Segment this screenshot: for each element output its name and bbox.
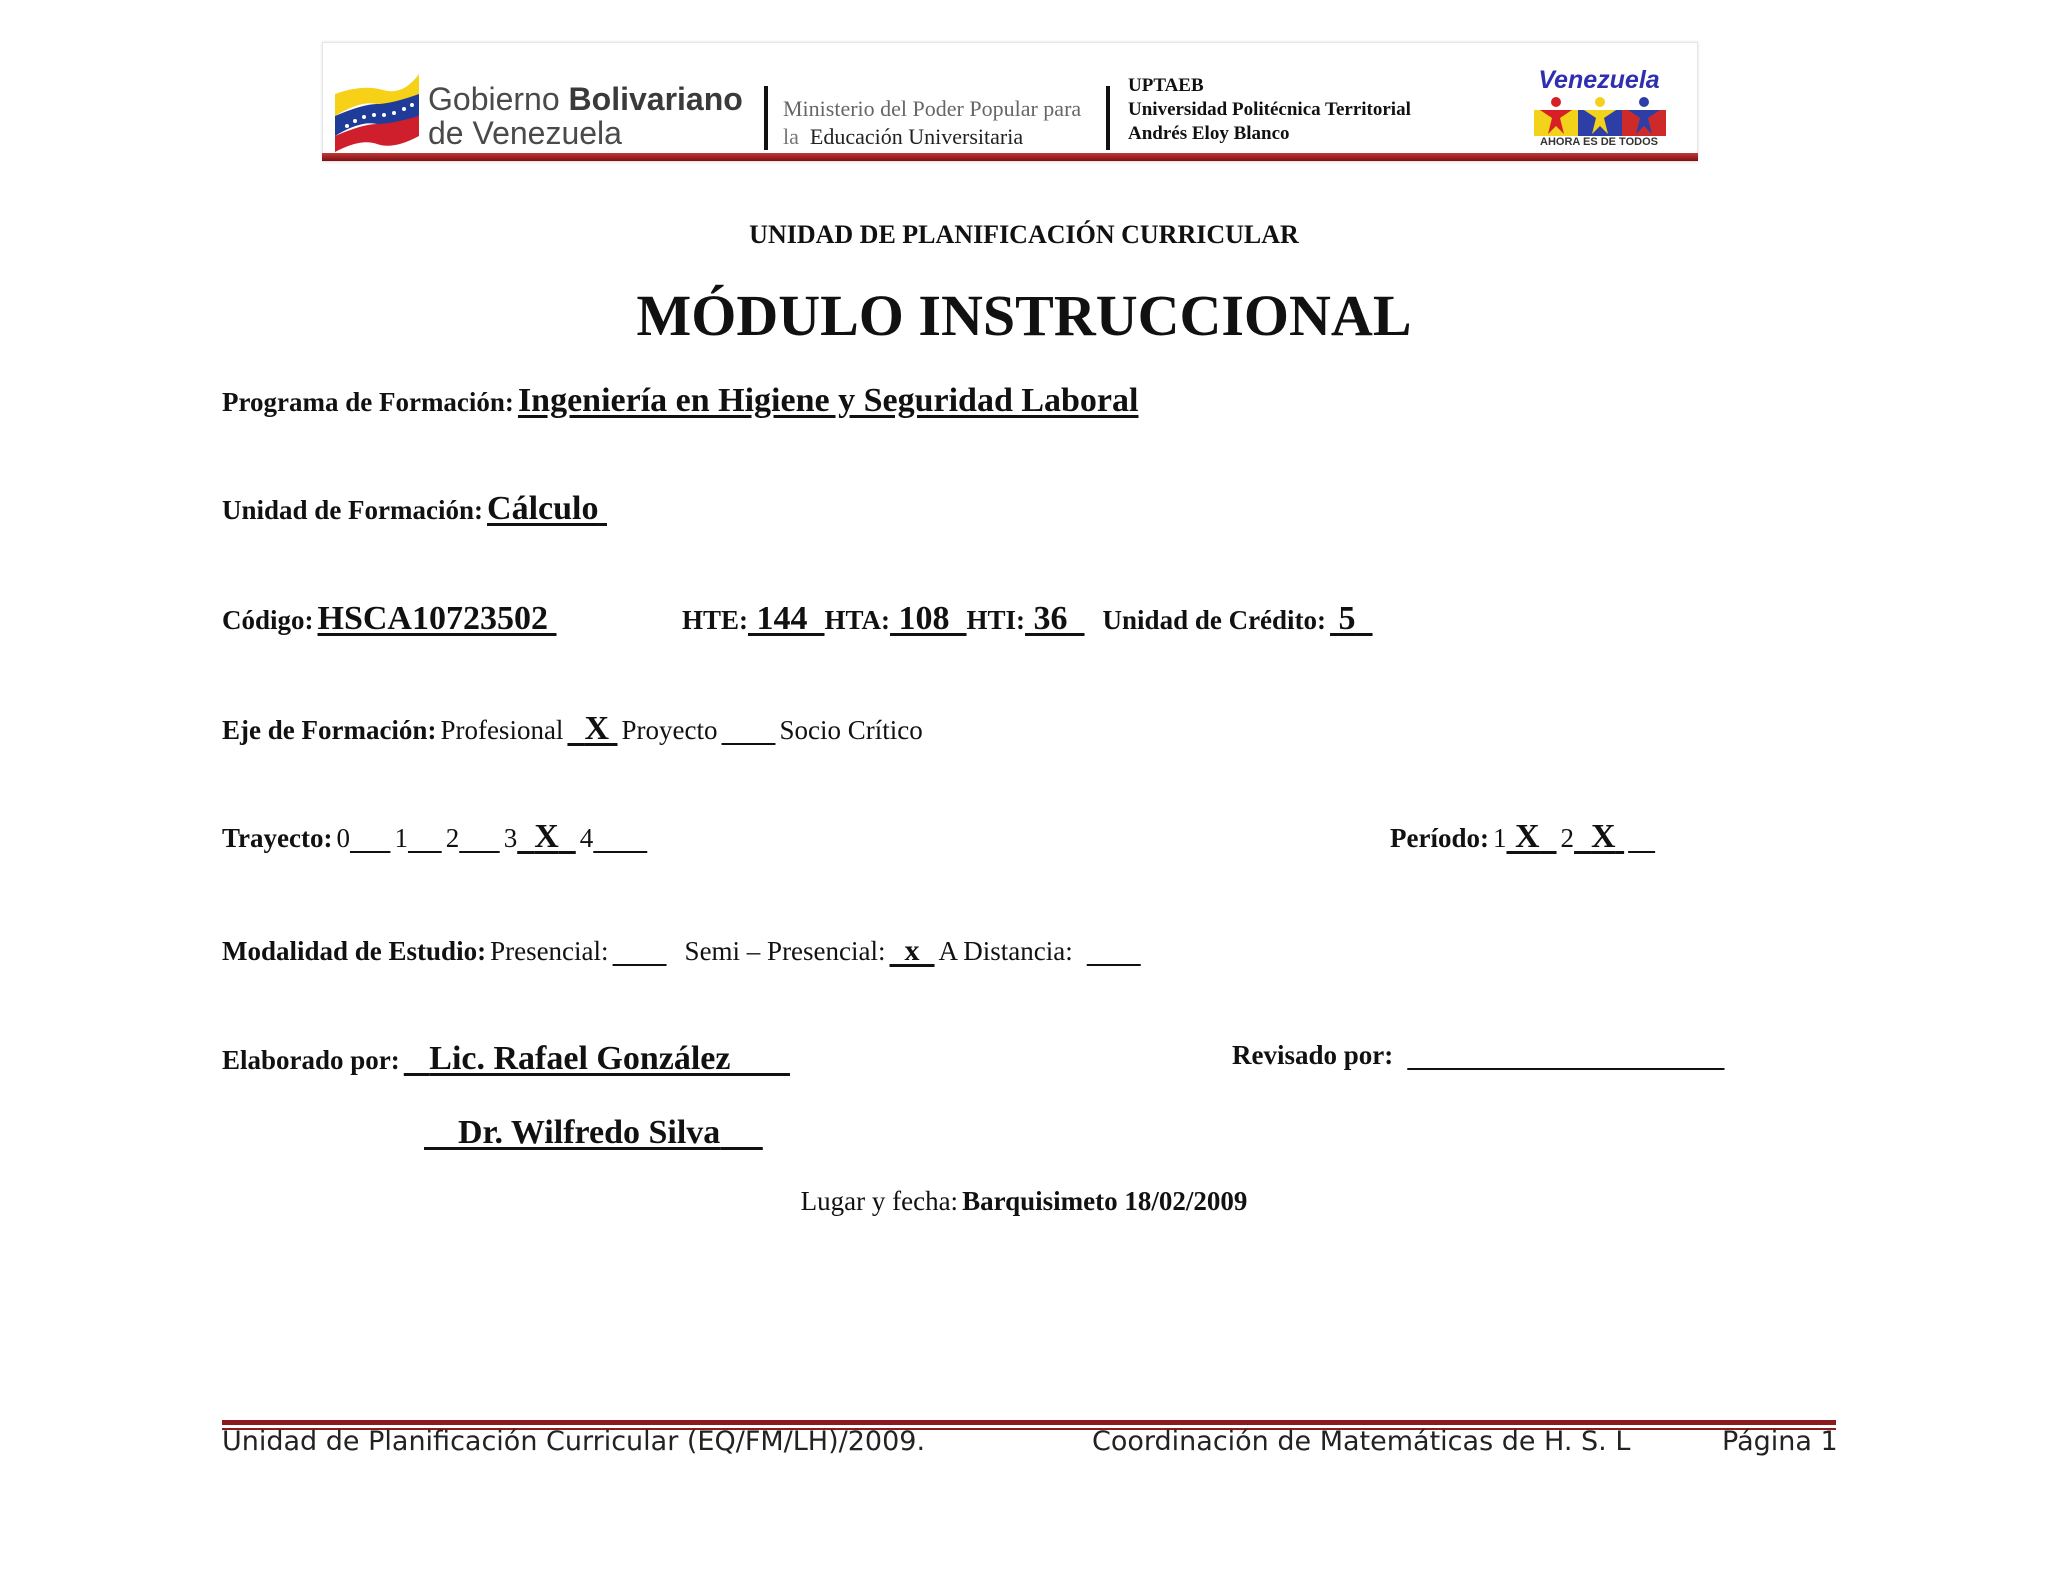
programa-row — [222, 382, 1138, 420]
lugar-fecha-row — [0, 1186, 2048, 1217]
hte-value: 144 — [756, 600, 808, 637]
unidad-row — [222, 490, 607, 528]
trayecto-opt-2: 2 — [445, 823, 460, 853]
credito-label: Unidad de Crédito: — [1102, 605, 1327, 635]
elaborado-row-2 — [424, 1114, 763, 1152]
eje-row — [222, 710, 923, 748]
modalidad-distancia: A Distancia: — [938, 936, 1073, 966]
footer-rule-thick — [222, 1420, 1836, 1425]
codigo-row — [222, 600, 556, 638]
document-title: MÓDULO INSTRUCCIONAL — [636, 283, 1412, 348]
modalidad-presencial: Presencial: — [490, 936, 609, 966]
codigo-label: Código: — [222, 605, 314, 635]
hta-label: HTA: — [824, 605, 891, 635]
univ-acronym: UPTAEB — [1128, 75, 1204, 96]
univ-name-line-1: Universidad Politécnica Territorial — [1128, 99, 1411, 120]
header-divider-2 — [1106, 86, 1110, 150]
venezuela-logo-word: Venezuela — [1538, 66, 1660, 94]
hte-label: HTE: — [682, 605, 749, 635]
eje-socio: Socio Crítico — [779, 715, 923, 745]
periodo-label: Período: — [1390, 823, 1489, 853]
periodo-opt-2: 2 — [1560, 823, 1575, 853]
codigo-value: HSCA10723502 — [317, 600, 548, 637]
header-divider-1 — [764, 86, 768, 150]
hta-value: 108 — [898, 600, 950, 637]
venezuela-flag-icon — [333, 64, 421, 152]
footer-left: Unidad de Planificación Curricular (EQ/FM/LH)/2009. — [222, 1426, 926, 1457]
gov-line-1: Gobierno Bolivariano — [428, 81, 743, 117]
periodo-opt-1: 1 — [1492, 823, 1507, 853]
trayecto-label: Trayecto: — [222, 823, 333, 853]
people-figures-icon — [1534, 96, 1666, 136]
eje-mark: X — [584, 710, 609, 747]
unidad-label: Unidad de Formación: — [222, 495, 484, 525]
gov-line-2: de Venezuela — [428, 115, 622, 151]
programa-label: Programa de Formación: — [222, 387, 514, 417]
elaborado-name-2: Dr. Wilfredo Silva — [458, 1114, 721, 1151]
ministry-line-2: la Educación Universitaria — [783, 124, 1024, 149]
eje-label: Eje de Formación: — [222, 715, 437, 745]
revisado-row — [1232, 1040, 1725, 1071]
elaborado-label: Elaborado por: — [222, 1045, 400, 1075]
periodo-row — [1390, 818, 1655, 856]
programa-value: Ingeniería en Higiene y Seguridad Laboral — [517, 382, 1139, 419]
periodo-mark-2: X — [1591, 818, 1616, 855]
venezuela-logo-tagline: AHORA ES DE TODOS — [1540, 136, 1658, 148]
hti-value: 36 — [1033, 600, 1068, 637]
revisado-blank — [1407, 1040, 1724, 1070]
footer-page-number: Página 1 — [1722, 1426, 1838, 1457]
revisado-label: Revisado por: — [1232, 1040, 1394, 1070]
trayecto-opt-4: 4 — [579, 823, 594, 853]
eje-proyecto-blank — [721, 715, 775, 745]
univ-name-line-2: Andrés Eloy Blanco — [1128, 123, 1290, 144]
elaborado-name-1: Lic. Rafael González — [429, 1040, 731, 1077]
modalidad-label: Modalidad de Estudio: — [222, 936, 487, 966]
modalidad-mark: x — [904, 934, 920, 967]
eje-profesional: Profesional — [440, 715, 564, 745]
hti-label: HTI: — [966, 605, 1026, 635]
hours-row — [682, 600, 1373, 638]
trayecto-mark: X — [534, 818, 559, 855]
lugar-value: Barquisimeto 18/02/2009 — [962, 1186, 1248, 1216]
footer-center: Coordinación de Matemáticas de H. S. L — [1092, 1426, 1631, 1457]
ministry-line-1: Ministerio del Poder Popular para — [783, 96, 1082, 121]
header-red-stripe — [322, 153, 1698, 161]
trayecto-row — [222, 818, 647, 856]
trayecto-opt-1: 1 — [394, 823, 408, 853]
trayecto-opt-3: 3 — [503, 823, 518, 853]
venezuela-logo — [1524, 66, 1674, 154]
eje-proyecto: Proyecto — [621, 715, 718, 745]
unit-heading: UNIDAD DE PLANIFICACIÓN CURRICULAR — [749, 220, 1299, 249]
credito-value: 5 — [1338, 600, 1356, 637]
modalidad-semi: Semi – Presencial: — [684, 936, 886, 966]
unidad-value: Cálculo — [487, 490, 599, 527]
lugar-label: Lugar y fecha: — [800, 1186, 959, 1216]
periodo-mark-1: X — [1514, 818, 1540, 855]
modalidad-row — [222, 934, 1141, 968]
trayecto-opt-0: 0 — [336, 823, 350, 853]
elaborado-row — [222, 1040, 790, 1078]
